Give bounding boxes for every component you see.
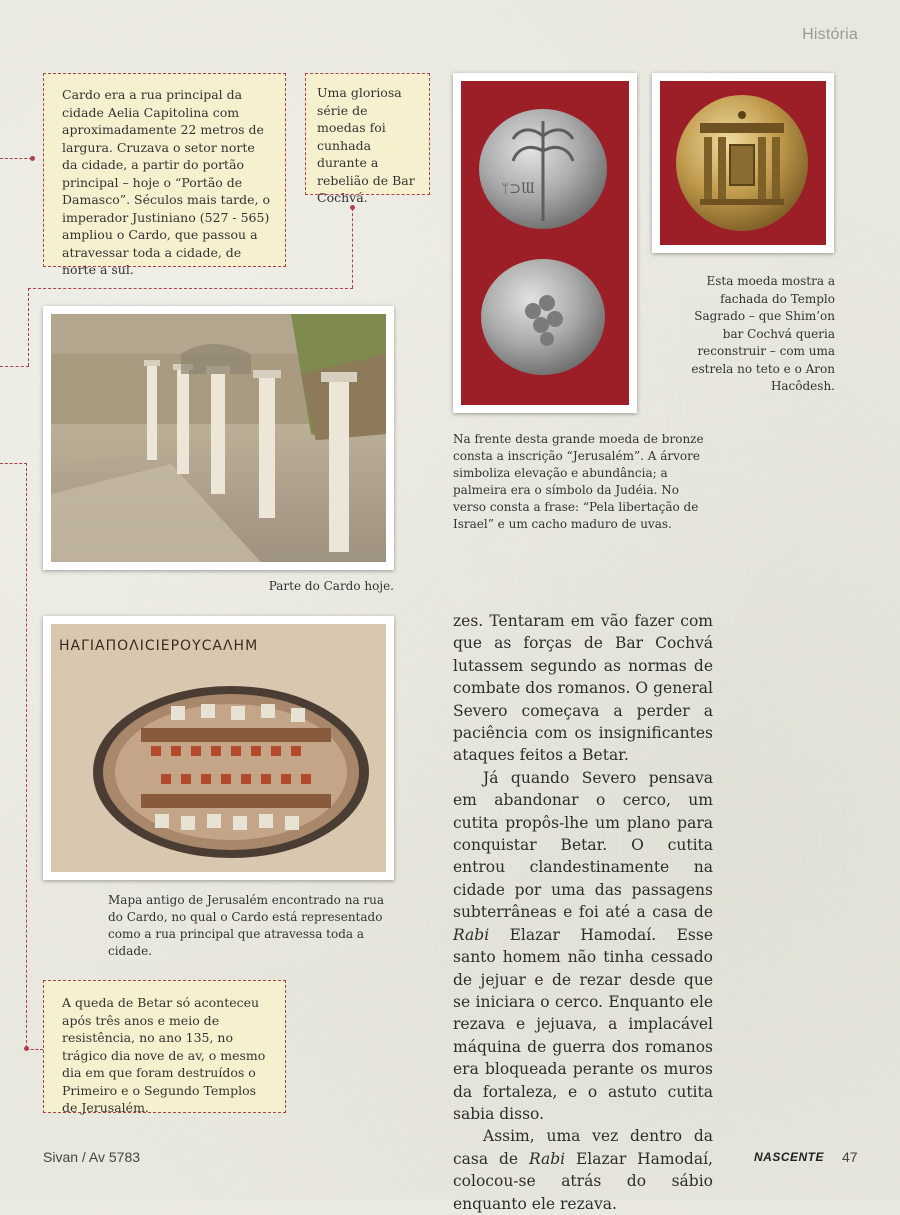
article-text: Elazar Hamodaí. Esse santo homem não tinha cessado de jejuar e de rezar desde que se iniciara o cerco. Enquanto ele rezava e jejuava, a implacável máquina de guerra dos romanos era bloqueada perante os muros da fortaleza, e o astuto cutita sabia disso. bbox=[453, 925, 713, 1123]
footer-issue: Sivan / Av 5783 bbox=[43, 1149, 141, 1165]
connector-cardo bbox=[0, 158, 32, 159]
article-paragraph bbox=[453, 1125, 713, 1215]
connector-coins-v bbox=[28, 288, 29, 366]
cardo-image bbox=[51, 314, 386, 562]
map-image bbox=[51, 624, 386, 872]
connector-betar-end bbox=[26, 1049, 43, 1050]
temple-coin-caption-text: Esta moeda mostra a fachada do Templo Sagrado – que Shim’on bar Cochvá queria reconstruir – com uma estrela no teto e o Aron Hacôdesh. bbox=[691, 274, 835, 393]
article-body bbox=[453, 610, 713, 1215]
magazine-logo: NASCENTE bbox=[754, 1150, 825, 1164]
temple-coin-image bbox=[660, 81, 826, 245]
article-emphasis: Rabi bbox=[453, 925, 490, 944]
note-betar bbox=[43, 980, 286, 1113]
article-emphasis: Rabi bbox=[528, 1149, 566, 1168]
article-text: Já quando Severo pensava em abandonar o cerco, um cutita propôs-lhe um plano para conquistar Betar. O cutita entrou clandestinamente na cidade por uma das passagens subterrâneas e foi até a casa de bbox=[453, 768, 713, 922]
temple-coin-caption bbox=[670, 273, 835, 396]
note-cardo bbox=[43, 73, 286, 277]
svg-text:ᛘ⊃Ɯ: ᛘ⊃Ɯ bbox=[501, 181, 535, 197]
connector-betar-top bbox=[0, 463, 27, 464]
bronze-coin-caption bbox=[453, 431, 708, 533]
map-photo bbox=[43, 616, 394, 880]
bronze-coin-caption-text: Na frente desta grande moeda de bronze consta a inscrição “Jerusalém”. A árvore simboliza elevação e abundância; a palmeira era o símbolo da Judéia. No verso consta a frase: “Pela libertação de Israel” e um cacho maduro de uvas. bbox=[453, 432, 704, 531]
map-photo-caption-text: Mapa antigo de Jerusalém encontrado na rua do Cardo, no qual o Cardo está representado como a rua principal que atravessa toda a cidade. bbox=[108, 893, 385, 958]
connector-coins-h bbox=[28, 288, 353, 289]
connector-coins-end bbox=[0, 366, 29, 367]
map-inscription: ΗΑΓΙΑΠΟΛΙCΙΕΡΟΥCΑΛΗΜ bbox=[59, 638, 259, 654]
cardo-photo bbox=[43, 306, 394, 570]
bronze-coin-image bbox=[461, 81, 629, 405]
article-paragraph: zes. Tentaram em vão fazer com que as forças de Bar Cochvá lutassem segundo as normas de combate dos romanos. O general Severo começava a perder a paciência com os insignificantes ataques feitos a Betar. bbox=[453, 612, 713, 765]
temple-coin-photo bbox=[652, 73, 834, 253]
connector-dot bbox=[30, 156, 35, 161]
note-cardo-text: Cardo era a rua principal da cidade Aelia Capitolina com aproximadamente 22 metros de largura. Cruzava o setor norte da cidade, a partir do portão principal – hoje o “Portão de Damasco”. Séculos mais tarde, o imperador Justiniano (527 - 565) ampliou o Cardo, que passou a atravessar toda a cidade, de norte a sul. bbox=[62, 87, 270, 277]
connector-coins bbox=[352, 208, 353, 288]
map-photo-caption bbox=[108, 892, 394, 960]
cardo-photo-caption-text: Parte do Cardo hoje. bbox=[268, 579, 394, 593]
article-paragraph bbox=[453, 767, 713, 1126]
bronze-coin-photo bbox=[453, 73, 637, 413]
article-text: Elazar Hamodaí, colocou-se atrás do sábio enquanto ele rezava. bbox=[453, 1149, 713, 1213]
article-text: Assim, uma vez dentro da casa de bbox=[453, 1127, 713, 1168]
section-label: História bbox=[802, 26, 858, 43]
connector-betar bbox=[26, 463, 27, 1048]
note-betar-text: A queda de Betar só aconteceu após três anos e meio de resistência, no ano 135, no trágico dia nove de av, o mesmo dia em que foram destruídos o Primeiro e o Segundo Templos de Jerusalém. bbox=[62, 995, 266, 1115]
page-number: 47 bbox=[842, 1149, 858, 1165]
cardo-photo-caption bbox=[43, 578, 394, 595]
note-coins bbox=[305, 73, 430, 205]
note-coins-text: Uma gloriosa série de moedas foi cunhada durante a rebelião de Bar Cochvá. bbox=[317, 85, 415, 205]
